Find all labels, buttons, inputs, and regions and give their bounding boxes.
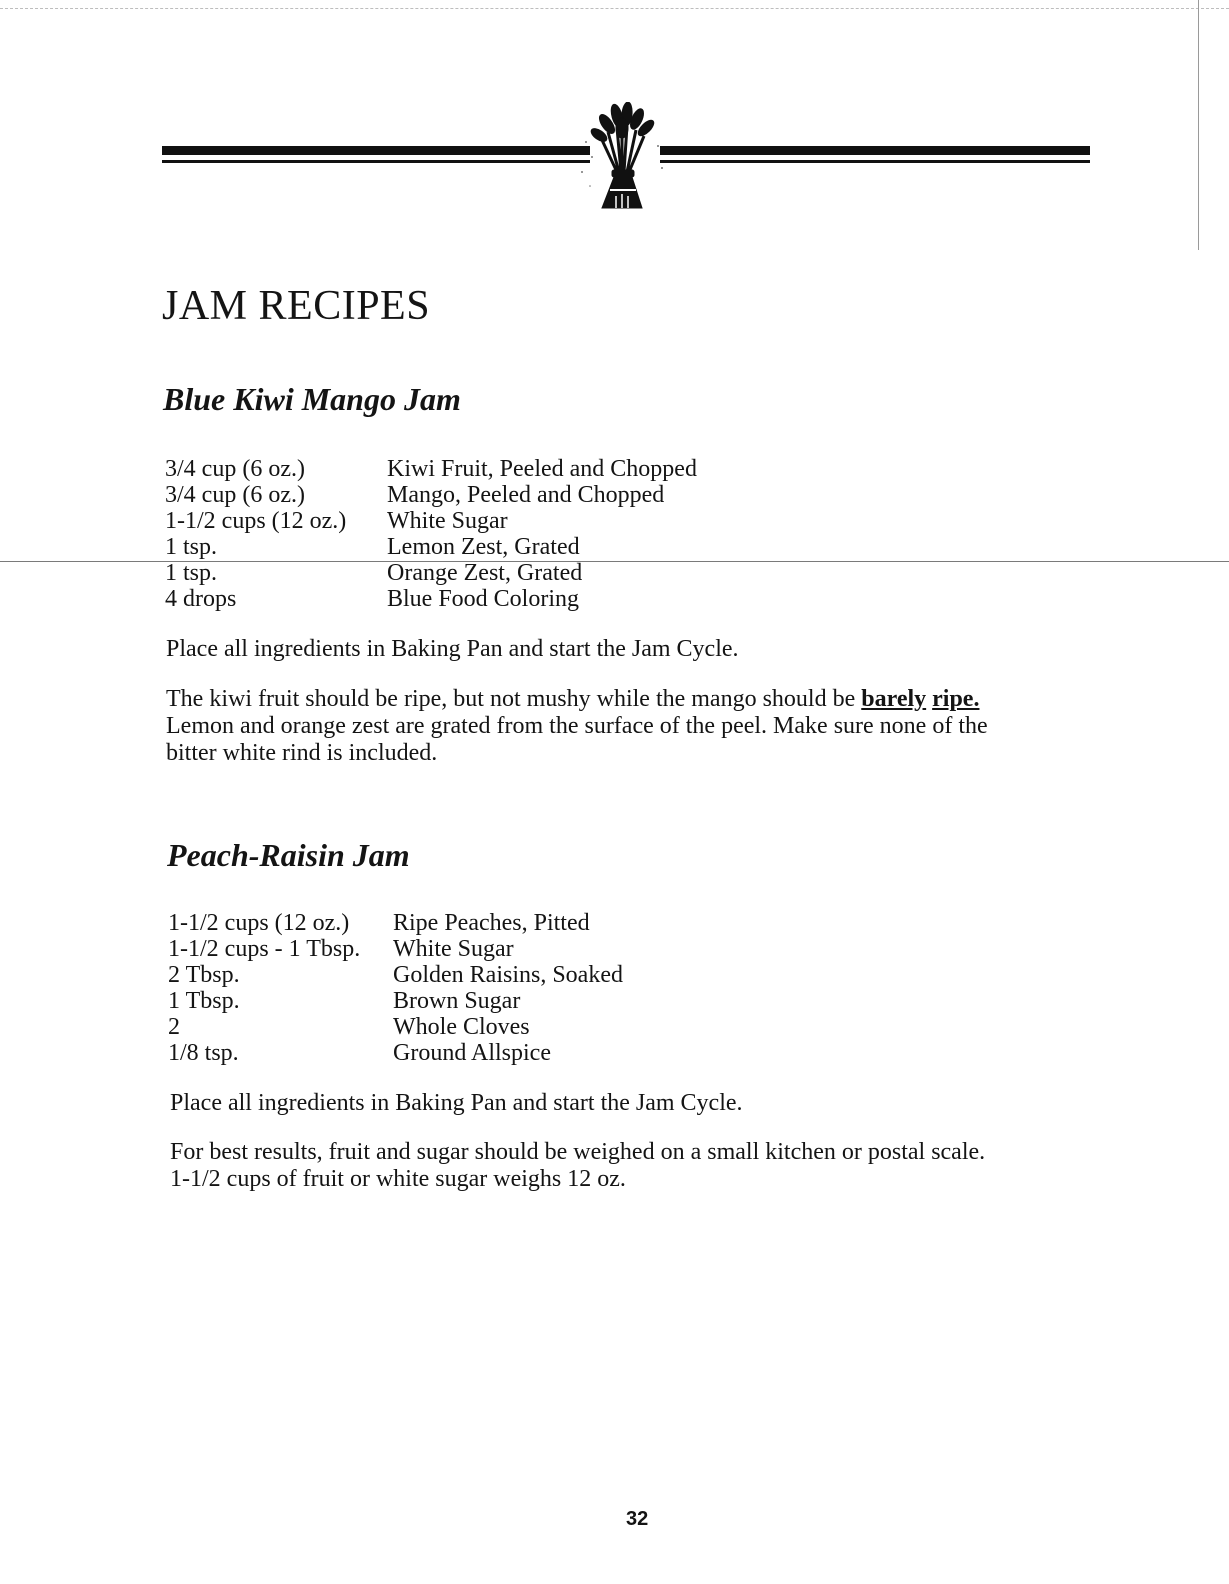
ingredient-row [168,936,623,962]
ingredient-name: Whole Cloves [393,1014,530,1040]
ingredient-quantity: 3/4 cup (6 oz.) [165,482,305,508]
ingredient-name: White Sugar [387,508,508,534]
ingredient-quantity: 4 drops [165,586,237,612]
note-line: Lemon and orange zest are grated from the surface of the peel. Make sure none of the [166,713,988,739]
recipe-note [170,1139,985,1193]
ingredient-row [168,962,623,988]
ingredient-name: Lemon Zest, Grated [387,534,580,560]
ingredient-row [168,910,623,936]
ingredient-name: Kiwi Fruit, Peeled and Chopped [387,456,697,482]
wheat-sheaf-icon [572,102,672,214]
ingredient-quantity: 1 tsp. [165,534,218,560]
ingredient-row [165,456,697,482]
ingredient-name: White Sugar [393,936,514,962]
ingredient-name: Mango, Peeled and Chopped [387,482,665,508]
emphasis-text: barely [861,686,927,712]
ingredient-quantity: 1-1/2 cups (12 oz.) [168,910,350,936]
ingredient-quantity: 1/8 tsp. [168,1040,239,1066]
note-line: bitter white rind is included. [166,740,438,766]
ingredient-row [165,586,697,612]
ingredient-quantity: 1-1/2 cups - 1 Tbsp. [168,936,361,962]
ingredient-name: Ground Allspice [393,1040,551,1066]
ingredient-quantity: 1 tsp. [165,560,218,586]
emphasis-text: ripe. [932,686,980,712]
page-title: JAM RECIPES [162,283,431,329]
ingredient-quantity: 2 [168,1014,180,1040]
note-line [166,686,988,713]
note-line: 1-1/2 cups of fruit or white sugar weighs 12 oz. [170,1166,626,1192]
page-number: 32 [626,1508,649,1530]
ingredient-row [165,534,697,560]
ingredient-row [165,482,697,508]
recipe-instruction: Place all ingredients in Baking Pan and start the Jam Cycle. [170,1090,743,1116]
recipe-note [166,686,988,767]
scan-edge-line [1198,0,1199,250]
ingredient-name: Blue Food Coloring [387,586,580,612]
ingredient-row [165,508,697,534]
ingredient-row [165,560,697,586]
ingredient-name: Golden Raisins, Soaked [393,962,623,988]
scan-edge-line [0,8,1229,9]
ingredient-row [168,1040,623,1066]
recipe-instruction: Place all ingredients in Baking Pan and start the Jam Cycle. [166,636,739,662]
ingredient-row [168,1014,623,1040]
ingredient-list [165,456,697,612]
note-line: For best results, fruit and sugar should be weighed on a small kitchen or postal scale. [170,1139,986,1165]
recipe-title: Blue Kiwi Mango Jam [163,381,461,417]
recipe-title: Peach-Raisin Jam [167,837,410,873]
ingredient-row [168,988,623,1014]
ingredient-quantity: 1-1/2 cups (12 oz.) [165,508,347,534]
ingredient-quantity: 1 Tbsp. [168,988,240,1014]
ingredient-list [168,910,623,1066]
header-rule-left [162,146,590,168]
ingredient-quantity: 3/4 cup (6 oz.) [165,456,305,482]
ingredient-name: Ripe Peaches, Pitted [393,910,590,936]
note-text: The kiwi fruit should be ripe, but not mushy while the mango should be [166,686,862,712]
ingredient-quantity: 2 Tbsp. [168,962,240,988]
ingredient-name: Brown Sugar [393,988,521,1014]
ingredient-name: Orange Zest, Grated [387,560,583,586]
header-rule-right [660,146,1090,168]
